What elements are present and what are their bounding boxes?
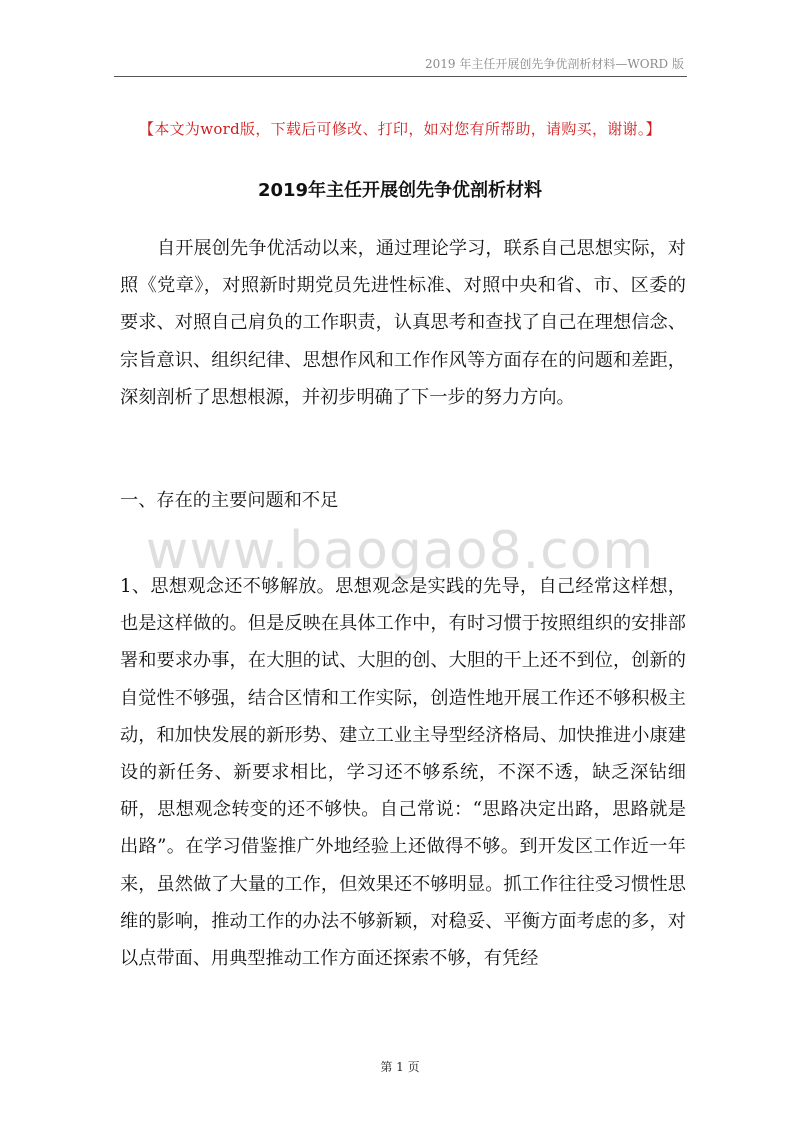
purchase-notice: 【本文为word版，下载后可修改、打印，如对您有所帮助，请购买，谢谢。】 bbox=[139, 120, 661, 138]
page-number: 第 1 页 bbox=[380, 1060, 420, 1074]
point-1-paragraph: 1、思想观念还不够解放。思想观念是实践的先导，自己经常这样想，也是这样做的。但是反映在具体工作中，有时习惯于按照组织的安排部署和要求办事，在大胆的试、大胆的创、大胆的干上还不到位，创新的自觉性不够强，结合区情和工作实际，创造性地开展工作还不够积极主动，和加快发展的新形势、建立工业主导型经济格局、加快推进小康建设的新任务、新要求相比，学习还不够系统，不深不透，缺乏深钻细研，思想观念转变的还不够快。自己常说：“思路决定出路，思路就是出路”。在学习借鉴推广外地经验上还做得不够。到开发区工作近一年来，虽然做了大量的工作，但效果还不够明显。抓工作往往受习惯性思维的影响，推动工作的办法不够新颖，对稳妥、平衡方面考虑的多，对以点带面、用典型推动工作方面还探索不够，有凭经 bbox=[120, 576, 686, 970]
running-header: 2019 年主任开展创先争优剖析材料—WORD 版 bbox=[425, 57, 684, 71]
section-heading: 一、存在的主要问题和不足 bbox=[120, 490, 339, 511]
document-title: 2019年主任开展创先争优剖析材料 bbox=[257, 180, 543, 201]
intro-paragraph: 自开展创先争优活动以来，通过理论学习，联系自己思想实际，对照《党章》，对照新时期党员先进性标准、对照中央和省、市、区委的要求、对照自己肩负的工作职责，认真思考和查找了自己在理想信念、宗旨意识、组织纪律、思想作风和工作作风等方面存在的问题和差距，深刻剖析了思想根源，并初步明确了下一步的努力方向。 bbox=[120, 238, 686, 408]
watermark: www.baogao8.com bbox=[145, 521, 655, 581]
header-divider bbox=[114, 76, 687, 77]
